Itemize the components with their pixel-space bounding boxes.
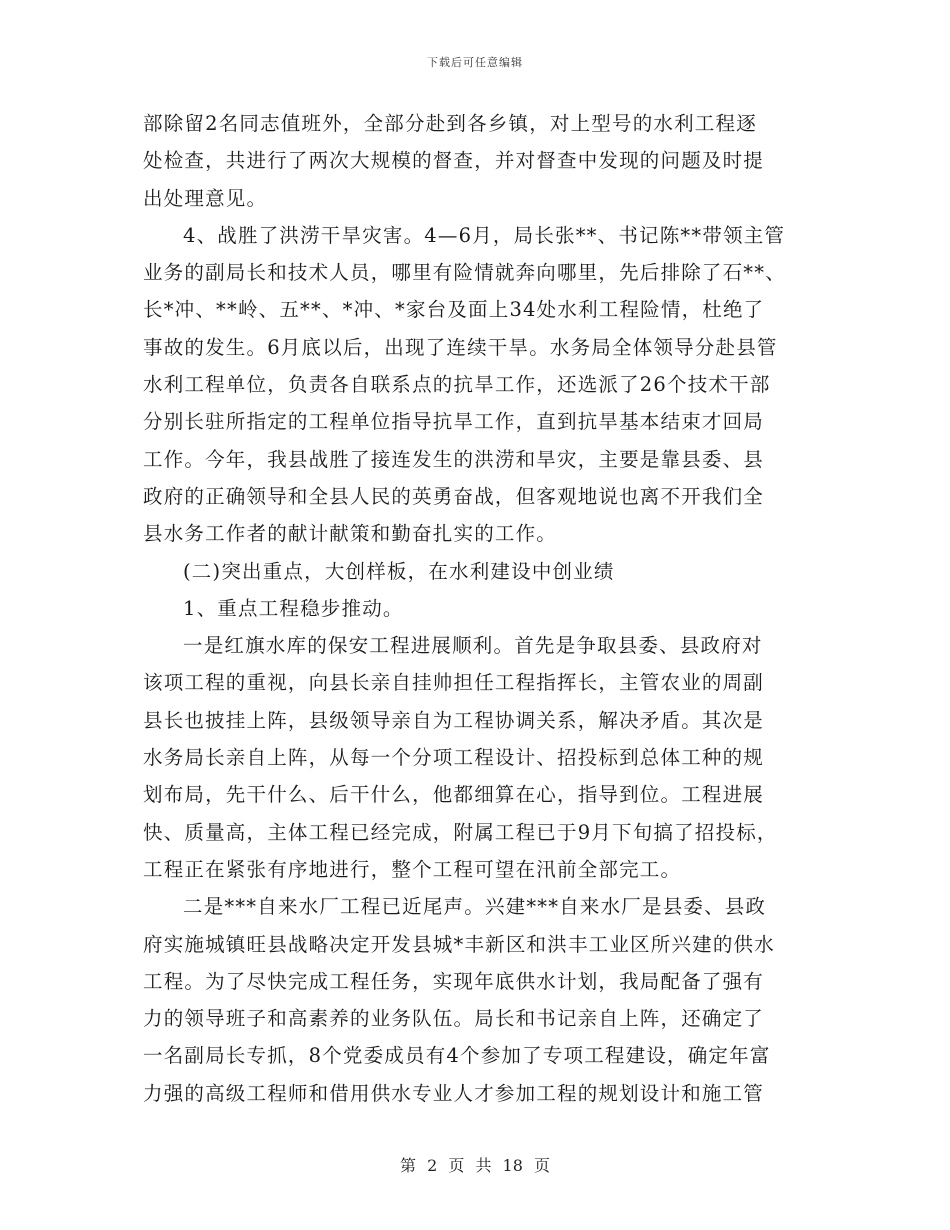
text-line: 处检查，共进行了两次大规模的督查，并对督查中发现的问题及时提 <box>143 149 765 173</box>
text-line: 工程。为了尽快完成工程任务，实现年底供水计划，我局配备了强有 <box>143 969 765 993</box>
text-line: 1、重点工程稳步推动。 <box>183 596 404 620</box>
text-line: 部除留2名同志值班外，全部分赴到各乡镇，对上型号的水利工程逐 <box>143 112 757 135</box>
text-line: 划布局，先干什么、后干什么，他都细算在心，指导到位。工程进展 <box>143 783 765 807</box>
text-line: (二)突出重点，大创样板，在水利建设中创业绩 <box>183 559 615 583</box>
text-line: 一名副局长专抓，8个党委成员有4个参加了专项工程建设，确定年富 <box>143 1044 771 1068</box>
text-line: 力的领导班子和高素养的业务队伍。局长和书记亲自上阵，还确定了 <box>143 1007 765 1031</box>
text-line: 政府的正确领导和全县人民的英勇奋战，但客观地说也离不开我们全 <box>143 484 765 508</box>
text-line: 分别长驻所指定的工程单位指导抗旱工作，直到抗旱基本结束才回局 <box>143 410 765 434</box>
text-line: 县长也披挂上阵，县级领导亲自为工程协调关系，解决矛盾。其次是 <box>143 708 765 732</box>
text-line: 力强的高级工程师和借用供水专业人才参加工程的规划设计和施工管 <box>143 1081 765 1105</box>
page-number: 第 2 页 共 18 页 <box>400 1156 550 1175</box>
text-line: 工作。今年，我县战胜了接连发生的洪涝和旱灾，主要是靠县委、县 <box>143 447 765 471</box>
text-line: 水利工程单位，负责各自联系点的抗旱工作，还选派了26个技术干部 <box>143 373 771 397</box>
text-line: 长*冲、**岭、五**、*冲、*家台及面上34处水利工程险情，杜绝了 <box>143 298 765 322</box>
text-line: 4、战胜了洪涝干旱灾害。4—6月，局长张**、书记陈**带领主管 <box>183 223 786 247</box>
text-line: 出处理意见。 <box>143 186 268 210</box>
text-line: 工程正在紧张有序地进行，整个工程可望在汛前全部完工。 <box>143 857 682 881</box>
page-header: 下载后可任意编辑 <box>427 56 523 69</box>
text-line: 县水务工作者的献计献策和勤奋扎实的工作。 <box>143 522 558 546</box>
text-line: 水务局长亲自上阵，从每一个分项工程设计、招投标到总体工种的规 <box>143 746 765 770</box>
text-line: 府实施城镇旺县战略决定开发县城*丰新区和洪丰工业区所兴建的供水 <box>143 932 775 956</box>
text-line: 快、质量高，主体工程已经完成，附属工程已于9月下旬搞了招投标， <box>143 820 778 844</box>
text-line: 业务的副局长和技术人员，哪里有险情就奔向哪里，先后排除了石**、 <box>143 261 786 285</box>
text-line: 二是***自来水厂工程已近尾声。兴建***自来水厂是县委、县政 <box>183 895 767 919</box>
document-body <box>143 105 807 1112</box>
text-line: 一是红旗水库的保安工程进展顺利。首先是争取县委、县政府对 <box>183 634 763 658</box>
text-line: 事故的发生。6月底以后，出现了连续干旱。水务局全体领导分赴县管 <box>143 335 778 359</box>
text-line: 该项工程的重视，向县长亲自挂帅担任工程指挥长，主管农业的周副 <box>143 671 765 695</box>
